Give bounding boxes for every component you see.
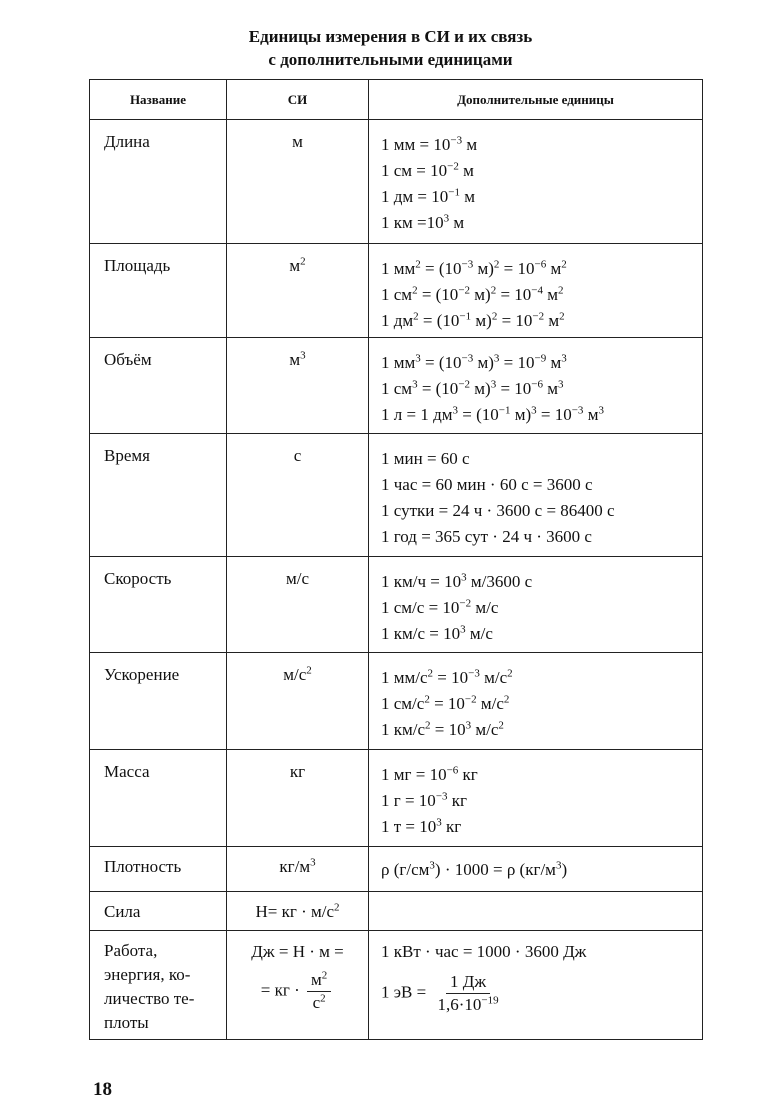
extra-line: 1 $г = 10^{-3}$ кг [381, 790, 468, 810]
extra-line: 1 $см^2 = (10^{-2}$ $м)^2 = 10^{-4}$ $м^2$ [381, 284, 564, 304]
row-si: $м/с^2$ [227, 653, 369, 750]
extra-line: 1 $км/с = 10^3$ м/с [381, 623, 493, 643]
extra-line: 1 мин = 60 с [381, 449, 470, 468]
ev-fraction [433, 971, 502, 1016]
header-extra: Дополнительные единицы [369, 80, 703, 120]
extra-line: 1 мг = $10^{-6}$ кг [381, 764, 478, 784]
name-line: плоты [104, 1013, 149, 1032]
extra-line: 1 час = 60 мин · 60 с = 3600 с [381, 475, 593, 494]
row-name: Плотность [90, 847, 227, 892]
ev-denominator: $1,6\cdot 10^{-19}$ [437, 994, 499, 1014]
row-si: $м^2$ [227, 244, 369, 338]
row-name: Сила [90, 892, 227, 931]
row-name [90, 931, 227, 1040]
extra-line: 1 кВт · час = 1000 · 3600 Дж [381, 942, 587, 961]
extra-line: 1 мм = $10^{-3}$ м [381, 134, 478, 154]
table-header-row [90, 80, 703, 120]
page-number: 18 [93, 1079, 112, 1100]
extra-line: 1 дм = $10^{-1}$ м [381, 186, 475, 206]
row-si: кг [227, 750, 369, 847]
table-row [90, 434, 703, 557]
row-si: м [227, 120, 369, 244]
row-extra [369, 653, 703, 750]
table-row [90, 120, 703, 244]
row-si: с [227, 434, 369, 557]
row-extra [369, 847, 703, 892]
page-title-line-1: Единицы измерения в СИ и их связь [248, 27, 533, 46]
row-si: $м^3$ [227, 338, 369, 434]
extra-line: 1 $дм^2 = (10^{-1}$ $м)^2 = 10^{-2}$ $м^2$ [381, 310, 565, 330]
row-extra [369, 557, 703, 653]
row-extra [369, 931, 703, 1040]
table-row [90, 847, 703, 892]
row-name: Длина [90, 120, 227, 244]
extra-line: 1 $мм^2 = (10^{-3}$ $м)^2 = 10^{-6}$ $м^2$ [381, 258, 567, 278]
extra-line: 1 год = 365 сут · 24 ч · 3600 с [381, 527, 592, 546]
row-name: Ускорение [90, 653, 227, 750]
extra-line: 1 $т = 10^3$ кг [381, 816, 462, 836]
row-si: м/с [227, 557, 369, 653]
table-row [90, 244, 703, 338]
si-line: Дж = Н · м = [251, 942, 344, 961]
ev-numerator: 1 Дж [446, 971, 490, 994]
si-fraction-line [228, 969, 367, 1014]
extra-line: 1 л = 1 $дм^3 = (10^{-1}$ $м)^3 = 10^{-3}$ $м^3$ [381, 404, 604, 424]
row-extra [369, 338, 703, 434]
name-line: энергия, ко- [104, 965, 191, 984]
units-table [89, 79, 703, 1040]
extra-line: 1 сутки = 24 ч · 3600 с = 86400 с [381, 501, 615, 520]
row-name: Площадь [90, 244, 227, 338]
row-extra [369, 244, 703, 338]
row-name: Объём [90, 338, 227, 434]
extra-line: ρ $(г/см^3) \cdot 1000 = \rho$ $(кг/м^3)$ [381, 859, 568, 879]
extra-line: 1 $мм^3 = (10^{-3}$ $м)^3 = 10^{-9}$ $м^3$ [381, 352, 567, 372]
extra-line: 1 см = $10^{-2}$ м [381, 160, 474, 180]
name-line: личество те- [104, 989, 195, 1008]
table-row [90, 653, 703, 750]
extra-line: 1 $см/с = 10^{-2}$ м/с [381, 597, 499, 617]
table-row [90, 557, 703, 653]
row-name: Масса [90, 750, 227, 847]
si-fraction [307, 969, 331, 1014]
row-extra [369, 434, 703, 557]
row-name: Время [90, 434, 227, 557]
extra-fraction-line [381, 971, 702, 1016]
table-row [90, 931, 703, 1040]
extra-line: 1 км $=10^3$ м [381, 212, 465, 232]
extra-line: 1 $мм/с^2 = 10^{-3}$ $м/с^2$ [381, 667, 513, 687]
table-row [90, 892, 703, 931]
si-denominator: $с^2$ [312, 992, 326, 1012]
header-name: Название [90, 80, 227, 120]
row-si: $кг/м^3$ [227, 847, 369, 892]
extra-line: 1 $км/ч = 10^3$ м/3600 с [381, 571, 533, 591]
extra-prefix: 1 эВ = [381, 982, 427, 1002]
si-numerator: $м^2$ [307, 969, 331, 992]
table-row [90, 750, 703, 847]
row-si: Н= кг · $м/с^2$ [227, 892, 369, 931]
table-row [90, 338, 703, 434]
header-si: СИ [227, 80, 369, 120]
extra-line: 1 $см^3 = (10^{-2}$ $м)^3 = 10^{-6}$ $м^3$ [381, 378, 564, 398]
row-name: Скорость [90, 557, 227, 653]
si-prefix: = кг · [260, 980, 300, 1000]
row-extra [369, 750, 703, 847]
extra-line: 1 $см/с^2 = 10^{-2}$ $м/с^2$ [381, 693, 510, 713]
page-title-line-2: с дополнительными единицами [268, 50, 513, 69]
row-extra [369, 120, 703, 244]
name-line: Работа, [104, 941, 158, 960]
extra-line: 1 $км/с^2 = 10^3$ $м/с^2$ [381, 719, 504, 739]
row-si [227, 931, 369, 1040]
row-extra [369, 892, 703, 931]
